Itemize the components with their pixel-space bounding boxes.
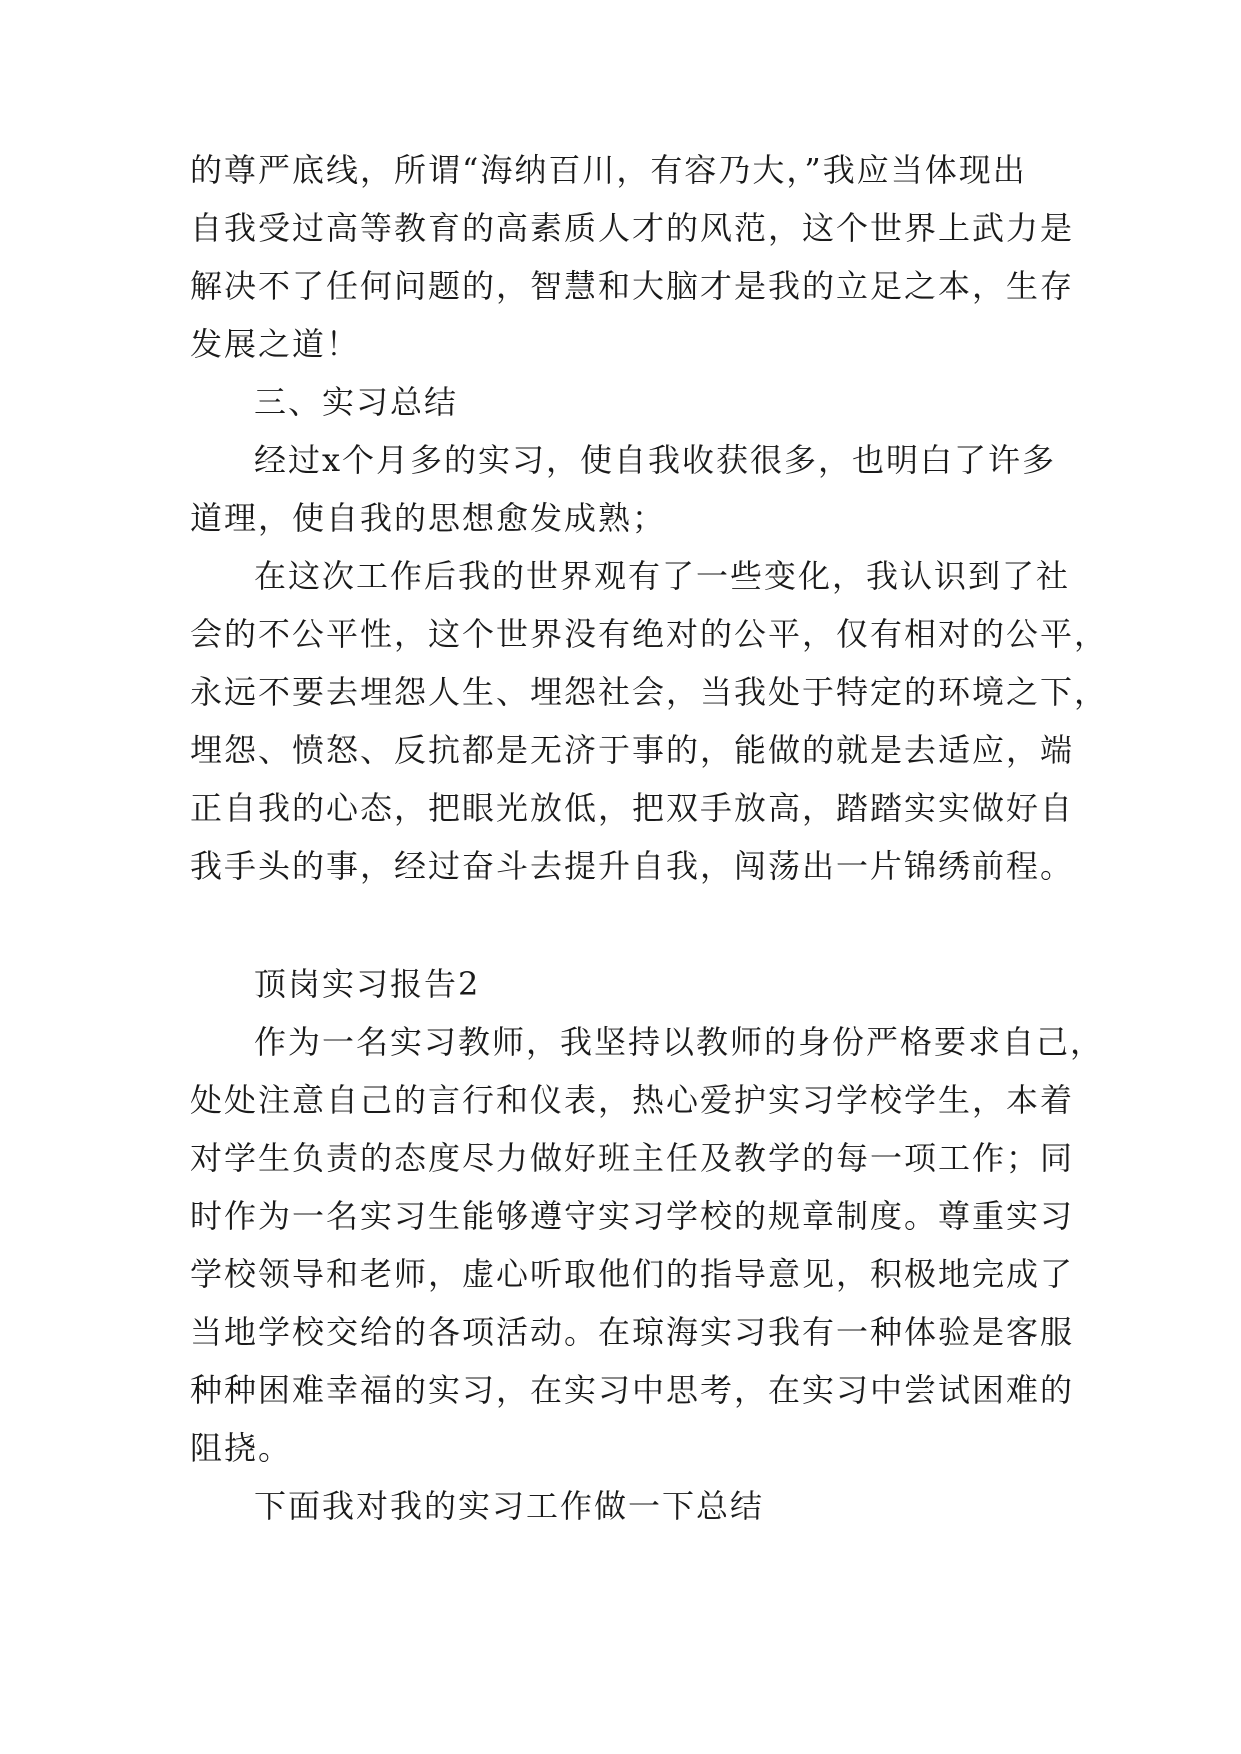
paragraph-start: 作为一名实习教师，我坚持以教师的身份严格要求自己， [254, 1023, 1105, 1061]
text-line: 时作为一名实习生能够遵守实习学校的规章制度。尊重实习 [190, 1197, 1075, 1235]
text-line: 种种困难幸福的实习，在实习中思考，在实习中尝试困难的 [190, 1371, 1075, 1409]
text-line: 永远不要去埋怨人生、埋怨社会，当我处于特定的环境之下， [190, 673, 1109, 711]
text-line: 正自我的心态，把眼光放低，把双手放高，踏踏实实做好自 [190, 789, 1075, 827]
text-line: 阻挠。 [190, 1429, 293, 1467]
section-heading: 三、实习总结 [254, 383, 459, 421]
text-line: 对学生负责的态度尽力做好班主任及教学的每一项工作；同 [190, 1139, 1075, 1177]
text-line: 当地学校交给的各项活动。在琼海实习我有一种体验是客服 [190, 1313, 1075, 1351]
paragraph-start: 在这次工作后我的世界观有了一些变化，我认识到了社 [254, 557, 1071, 595]
report-title: 顶岗实习报告2 [254, 965, 481, 1003]
paragraph-start: 经过x个月多的实习，使自我收获很多，也明白了许多 [254, 441, 1057, 479]
text-line: 我手头的事，经过奋斗去提升自我，闯荡出一片锦绣前程。 [190, 847, 1075, 885]
text-line: 会的不公平性，这个世界没有绝对的公平，仅有相对的公平， [190, 615, 1109, 653]
text-line: 解决不了任何问题的，智慧和大脑才是我的立足之本，生存 [190, 267, 1075, 305]
text-line: 自我受过高等教育的高素质人才的风范，这个世界上武力是 [190, 209, 1075, 247]
paragraph-start: 下面我对我的实习工作做一下总结 [254, 1487, 765, 1525]
text-line: 发展之道！ [190, 325, 361, 363]
text-line: 的尊严底线，所谓“海纳百川，有容乃大，”我应当体现出 [190, 151, 1027, 189]
text-line: 学校领导和老师，虚心听取他们的指导意见，积极地完成了 [190, 1255, 1075, 1293]
text-line: 处处注意自己的言行和仪表，热心爱护实习学校学生，本着 [190, 1081, 1075, 1119]
text-line: 埋怨、愤怒、反抗都是无济于事的，能做的就是去适应，端 [190, 731, 1075, 769]
text-line: 道理，使自我的思想愈发成熟； [190, 499, 667, 537]
